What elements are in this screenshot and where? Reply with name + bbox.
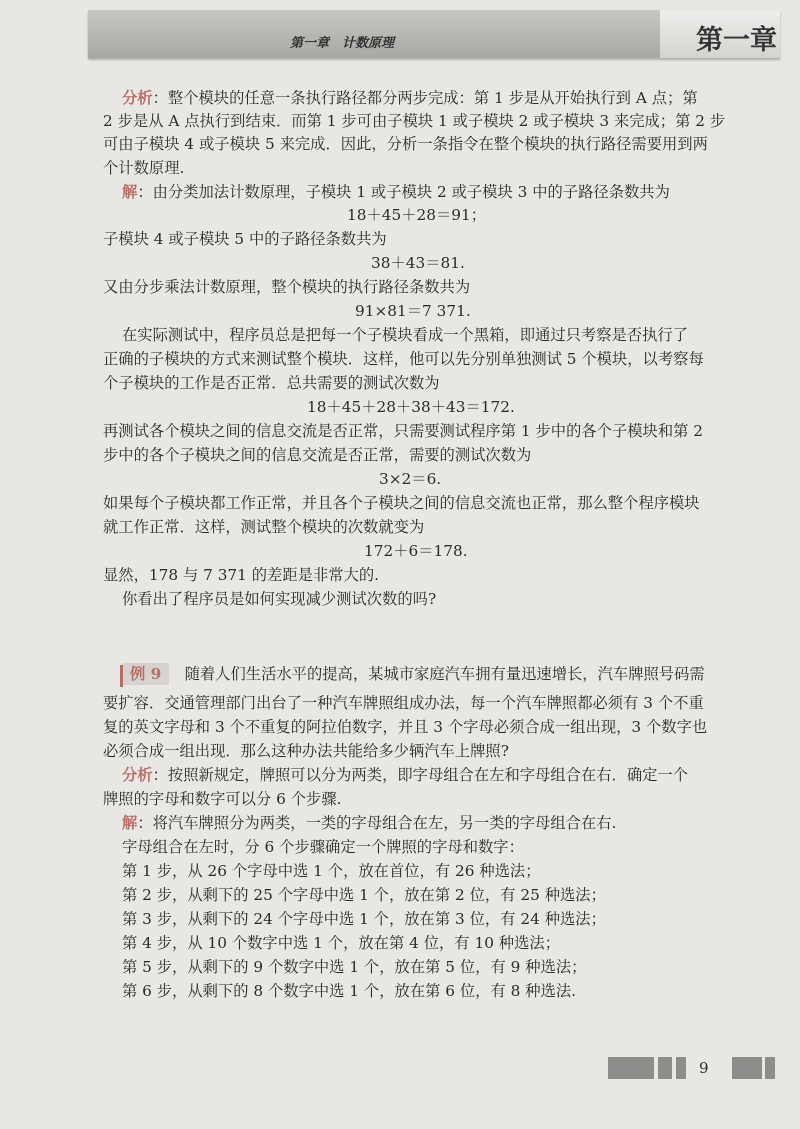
text-line xyxy=(371,253,465,273)
line-text: ：按照新规定，牌照可以分为两类，即字母组合在左和字母组合在右．确定一个 xyxy=(152,766,689,784)
line-text: 第 4 步，从 10 个数字中选 1 个，放在第 4 位，有 10 种选法； xyxy=(122,934,560,952)
text-line xyxy=(103,445,531,465)
text-line xyxy=(122,664,705,684)
line-text: 字母组合在左时，分 6 个步骤确定一个牌照的字母和数字： xyxy=(122,838,524,856)
text-line xyxy=(122,765,688,785)
line-text: 91×81＝7 371. xyxy=(355,302,471,320)
line-text: 2 步是从 A 点执行到结束．而第 1 步可由子模块 1 或子模块 2 或子模块 3 来完成；第 2 步 xyxy=(103,112,726,130)
section-label: 解 xyxy=(122,183,138,201)
text-line xyxy=(103,373,440,393)
text-line xyxy=(347,205,486,225)
line-text: 又由分步乘法计数原理，整个模块的执行路径条数共为 xyxy=(103,278,471,296)
line-text: 就工作正常．这样，测试整个模块的次数就变为 xyxy=(103,518,425,536)
text-line xyxy=(103,111,725,131)
line-text: 第 5 步，从剩下的 9 个数字中选 1 个，放在第 5 位，有 9 种选法； xyxy=(122,958,587,976)
text-line xyxy=(103,717,707,737)
section-label: 分析 xyxy=(122,766,153,784)
text-line xyxy=(103,421,703,441)
line-text: ：将汽车牌照分为两类，一类的字母组合在左，另一类的字母组合在右. xyxy=(137,814,617,832)
line-text: 你看出了程序员是如何实现减少测试次数的吗? xyxy=(122,590,437,608)
line-text: 可由子模块 4 或子模块 5 来完成．因此，分析一条指令在整个模块的执行路径需要用到两 xyxy=(103,135,708,153)
line-text: 随着人们生活水平的提高，某城市家庭汽车拥有量迅速增长，汽车牌照号码需 xyxy=(169,665,705,683)
page-number: 9 xyxy=(699,1059,709,1077)
line-text: ：由分类加法计数原理，子模块 1 或子模块 2 或子模块 3 中的子路径条数共为 xyxy=(137,183,670,201)
line-text: 步中的各个子模块之间的信息交流是否正常，需要的测试次数为 xyxy=(103,446,532,464)
footer-decoration xyxy=(0,1057,800,1079)
example-marker xyxy=(120,665,123,687)
line-text: 子模块 4 或子模块 5 中的子路径条数共为 xyxy=(103,230,387,248)
chapter-label: 第一章 xyxy=(696,25,777,56)
chapter-header-bar xyxy=(88,10,780,58)
text-line xyxy=(122,957,586,977)
section-title: 第一章 计数原理 xyxy=(290,36,395,51)
line-text: 38＋43＝81. xyxy=(371,254,465,272)
line-text: 如果每个子模块都工作正常，并且各个子模块之间的信息交流也正常，那么整个程序模块 xyxy=(103,494,700,512)
text-line xyxy=(122,861,541,881)
line-text: 要扩容．交通管理部门出台了一种汽车牌照组成办法，每一个汽车牌照都必须有 3 个不重 xyxy=(103,694,704,712)
section-label: 解 xyxy=(122,814,138,832)
line-text: 在实际测试中，程序员总是把每一个子模块看成一个黑箱，即通过只考察是否执行了 xyxy=(122,326,688,344)
text-line xyxy=(379,469,441,489)
line-text: 再测试各个模块之间的信息交流是否正常，只需要测试程序第 1 步中的各个子模块和第 2 xyxy=(103,422,704,440)
text-line xyxy=(103,741,509,761)
line-text: 第 2 步，从剩下的 25 个字母中选 1 个，放在第 2 位，有 25 种选法； xyxy=(122,886,606,904)
text-line xyxy=(103,277,470,297)
text-line xyxy=(122,909,606,929)
text-line xyxy=(103,565,379,585)
text-line xyxy=(103,493,700,513)
line-text: 个计数原理. xyxy=(103,159,185,177)
text-line xyxy=(122,589,436,609)
text-line xyxy=(103,349,704,369)
text-line xyxy=(122,813,616,833)
text-line xyxy=(122,88,698,108)
line-text: ：整个模块的任意一条执行路径都分两步完成：第 1 步是从开始执行到 A 点；第 xyxy=(152,89,698,107)
line-text: 第 1 步，从 26 个字母中选 1 个，放在首位，有 26 种选法； xyxy=(122,862,541,880)
line-text: 必须合成一组出现．那么这种办法共能给多少辆汽车上牌照? xyxy=(103,742,509,760)
chapter-tab xyxy=(660,10,780,58)
line-text: 第 3 步，从剩下的 24 个字母中选 1 个，放在第 3 位，有 24 种选法； xyxy=(122,910,606,928)
text-line xyxy=(307,397,515,417)
text-line xyxy=(355,301,471,321)
text-line xyxy=(122,325,688,345)
text-line xyxy=(122,981,576,1001)
text-line xyxy=(364,541,468,561)
text-line xyxy=(122,182,670,202)
line-text: 18＋45＋28＋38＋43＝172. xyxy=(307,398,515,416)
section-label: 分析 xyxy=(122,89,153,107)
text-line xyxy=(122,885,606,905)
example-label: 例 9 xyxy=(122,663,169,685)
text-line xyxy=(122,837,524,857)
line-text: 172＋6＝178. xyxy=(364,542,468,560)
line-text: 正确的子模块的方式来测试整个模块．这样，他可以先分别单独测试 5 个模块，以考察每 xyxy=(103,350,704,368)
line-text: 牌照的字母和数字可以分 6 个步骤. xyxy=(103,790,342,808)
text-line xyxy=(103,789,341,809)
text-line xyxy=(103,158,184,178)
line-text: 复的英文字母和 3 个不重复的阿拉伯数字，并且 3 个字母必须合成一组出现，3 个数字也 xyxy=(103,718,708,736)
line-text: 显然，178 与 7 371 的差距是非常大的. xyxy=(103,566,380,584)
line-text: 个子模块的工作是否正常．总共需要的测试次数为 xyxy=(103,374,440,392)
text-line xyxy=(103,229,387,249)
line-text: 第 6 步，从剩下的 8 个数字中选 1 个，放在第 6 位，有 8 种选法. xyxy=(122,982,576,1000)
line-text: 3×2＝6. xyxy=(379,470,442,488)
text-line xyxy=(122,933,560,953)
text-line xyxy=(103,517,424,537)
line-text: 18＋45＋28＝91； xyxy=(347,206,487,224)
text-line xyxy=(103,134,708,154)
text-line xyxy=(103,693,704,713)
